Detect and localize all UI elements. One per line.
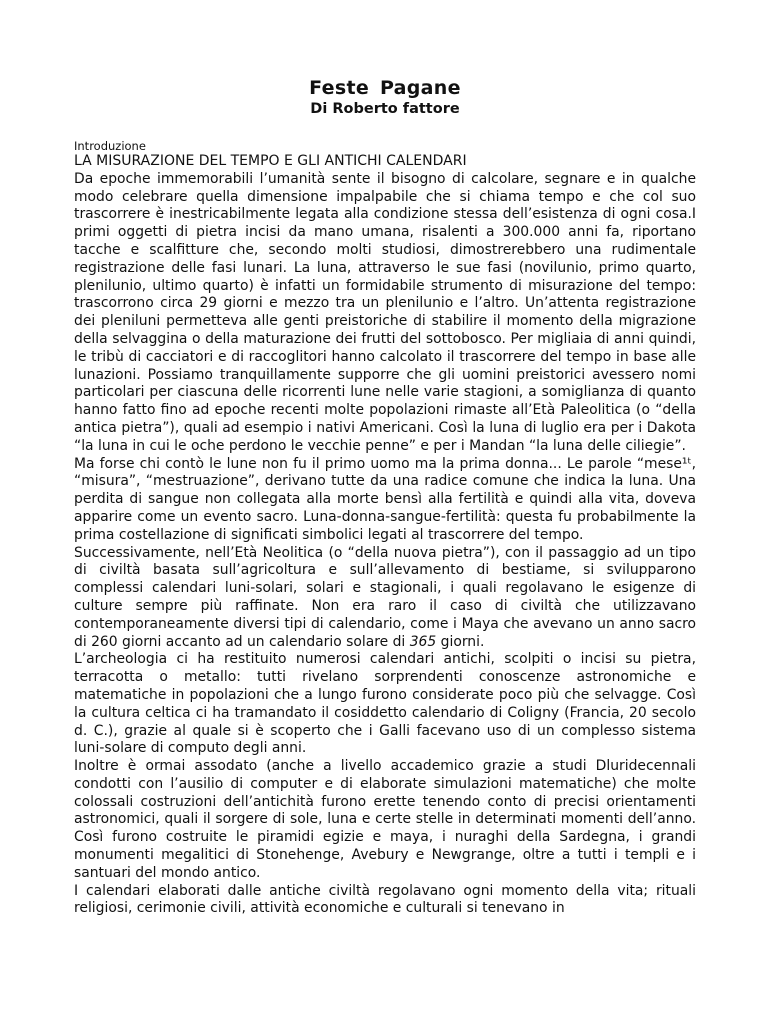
paragraph-6: I calendari elaborati dalle antiche civiltà regolavano ogni momento della vita; rituali religiosi, cerimonie civili, attività economiche e culturali si tenevano in [74, 882, 696, 917]
paragraph-1: Da epoche immemorabili l’umanità sente il bisogno di calcolare, segnare e in qualche modo celebrare quella dimensione impalpabile che si chiama tempo e che col suo trascorrere è inestricabilmente legata alla condizione stessa dell’esistenza di ogni cosa.I primi oggetti di pietra incisi da mano umana, risalenti a 300.000 anni fa, riportano tacche e scalfitture che, secondo molti studiosi, dimostrerebbero una rudimentale registrazione delle fasi lunari. La luna, attraverso le sue fasi (novilunio, primo quarto, plenilunio, ultimo quarto) è infatti un formidabile strumento di misurazione del tempo: trascorrono circa 29 giorni e mezzo tra un plenilunio e l’altro. Un’attenta registrazione dei pleniluni permetteva alle genti preistoriche di stabilire il momento della migrazione della selvaggina o della maturazione dei frutti del sottobosco. Per migliaia di anni quindi, le tribù di cacciatori e di raccoglitori hanno calcolato il trascorrere del tempo in base alle lunazioni. Possiamo tranquillamente supporre che gli uomini preistorici avessero nomi particolari per ciascuna delle ricorrenti lune nelle varie stagioni, a somiglianza di quanto hanno fatto fino ad epoche recenti molte popolazioni rimaste all’Età Paleolitica (o “della antica pietra”), quali ad esempio i nativi Americani. Così la luna di luglio era per i Dakota “la luna in cui le oche perdono le vecchie penne” e per i Mandan “la luna delle ciliegie”. [74, 170, 696, 454]
document-author: Di Roberto fattore [310, 101, 460, 117]
document-title: Feste Pagane [309, 77, 461, 99]
paragraph-5: Inoltre è ormai assodato (anche a livello accademico grazie a studi Dluridecennali condotti con l’ausilio di computer e di elaborate simulazioni matematiche) che molte colossali costruzioni dell’antichità furono erette tenendo conto di precisi orientamenti astronomici, quali il sorgere di sole, luna e certe stelle in determinati momenti dell’anno. Così furono costruite le piramidi egizie e maya, i nuraghi della Sardegna, i grandi monumenti megalitici di Stonehenge, Avebury e Newgrange, oltre a tutti i templi e i santuari del mondo antico. [74, 758, 696, 881]
paragraph-3 [74, 545, 696, 652]
paragraph-2: Ma forse chi contò le lune non fu il primo uomo ma la prima donna... Le parole “mese¹ᵗ, “misura”, “mestruazione”, derivano tutte da una radice comune che indica la luna. Una perdita di sangue non collegata alla morte bensì alla fertilità e quindi alla vita, doveva apparire come un evento sacro. Luna-donna-sangue-fertilità: questa fu probabilmente la prima costellazione di significati simbolici legati al trascorrere del tempo. [74, 455, 696, 543]
paragraph-4: L’archeologia ci ha restituito numerosi calendari antichi, scolpiti o incisi su pietra, terracotta o metallo: tutti rivelano sorprendenti conoscenze astronomiche e matematiche in popolazioni che a lungo furono considerate poco più che selvagge. Così la cultura celtica ci ha tramandato il cosiddetto calendario di Coligny (Francia, 20 secolo d. C.), grazie al quale si è scoperto che i Galli facevano uso di un complesso sistema luni-solare di computo degli anni. [74, 651, 696, 757]
document-page [74, 76, 696, 918]
paragraph-3-text: Successivamente, nell’Età Neolitica (o “della nuova pietra”), con il passaggio ad un tipo di civiltà basata sull’agricoltura e sull’allevamento di bestiame, si svilupparono complessi calendari luni-solari, solari e stagionali, i quali regolavano le esigenze di culture sempre più raffinate. Non era raro il caso di civiltà che utilizzavano contemporaneamente diversi tipi di calendario, come i Maya che avevano un anno sacro di 260 giorni accanto ad un calendario solare di [74, 544, 696, 650]
paragraph-3-italic-number: 365 [409, 633, 437, 650]
paragraph-3-tail: giorni. [440, 633, 485, 650]
chapter-heading: LA MISURAZIONE DEL TEMPO E GLI ANTICHI CALENDARI [74, 153, 467, 169]
intro-label: Introduzione [74, 139, 146, 153]
